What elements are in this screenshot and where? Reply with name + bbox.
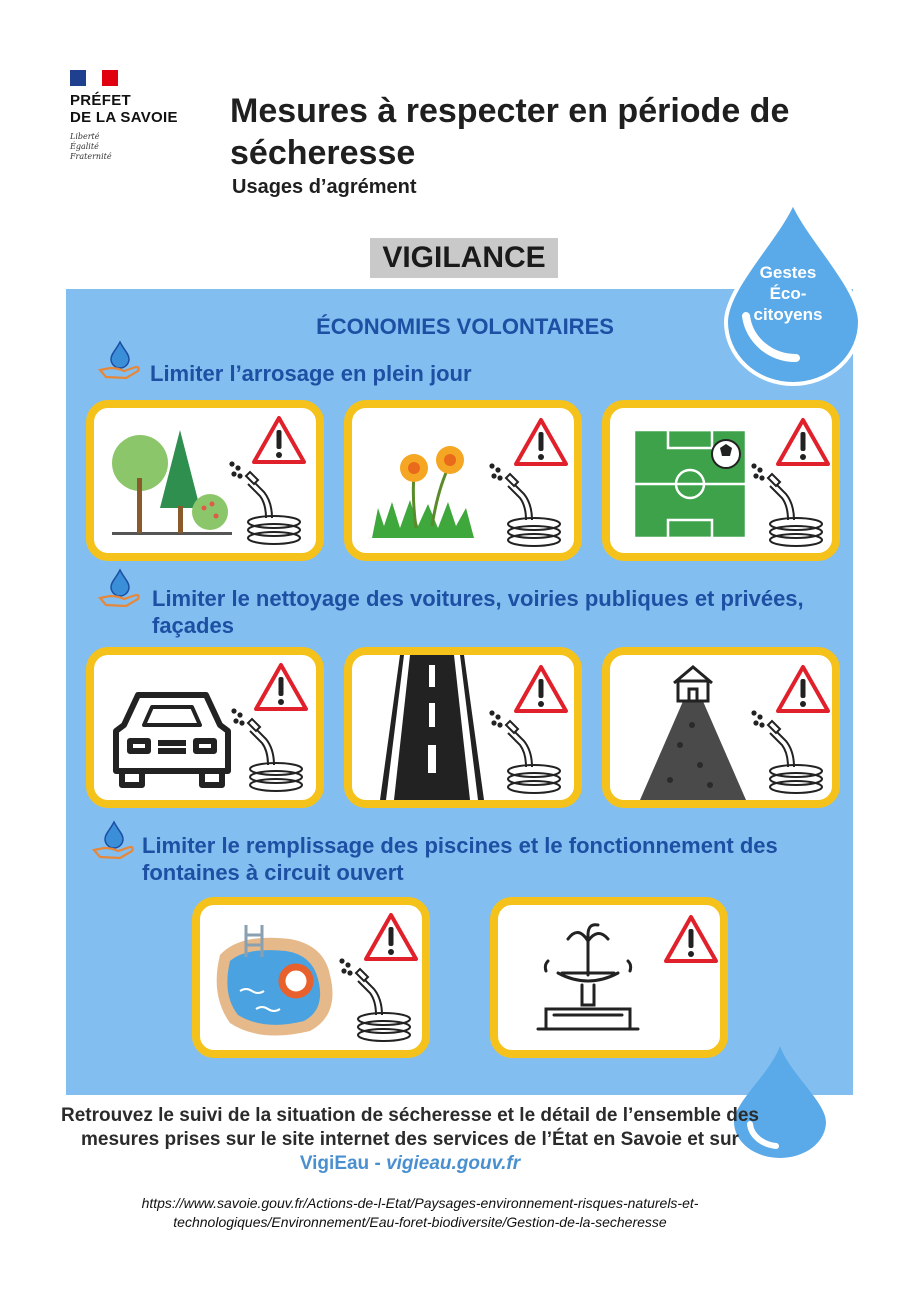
fountain-icon [498, 905, 720, 1050]
page-subtitle: Usages d’agrément [232, 176, 417, 198]
card-trees [86, 400, 324, 561]
swimming-pool-icon [200, 905, 422, 1050]
house-driveway-icon [610, 655, 832, 800]
prefecture-url[interactable]: https://www.savoie.gouv.fr/Actions-de-l-Etat/Paysages-environnement-risques-naturels-et-technologiques/Environnement/Eau-foret-biodiversite/Gestion-de-la-secheresse [141, 1195, 699, 1230]
flowers-lawn-icon [352, 408, 574, 553]
card-flowers [344, 400, 582, 561]
vigilance-badge: VIGILANCE [370, 238, 558, 278]
vigieau-url-link[interactable]: vigieau.gouv.fr [386, 1153, 521, 1174]
prefecture-logo [70, 70, 210, 162]
vigieau-link[interactable]: VigiEau [299, 1153, 370, 1174]
card-car [86, 647, 324, 808]
section-title-cleaning: Limiter le nettoyage des voitures, voiries publiques et privées, façades [152, 586, 804, 638]
marianne-flag-icon [70, 70, 118, 86]
logo-prefet: PRÉFET DE LA SAVOIE [70, 92, 178, 126]
card-house-driveway [602, 647, 840, 808]
eco-gestures-label: Gestes Éco- citoyens [753, 263, 823, 324]
car-icon [94, 655, 316, 800]
water-hand-icon [98, 340, 142, 380]
card-pool [192, 897, 430, 1058]
section-title-watering: Limiter l’arrosage en plein jour [150, 361, 472, 386]
water-hand-icon [98, 568, 142, 608]
section-title-pools: Limiter le remplissage des piscines et le fonctionnement des fontaines à circuit ouvert [142, 833, 778, 885]
footer-text: Retrouvez le suivi de la situation de sécheresse et le détail de l’ensemble des mesures prises sur le site internet des services de l’État en Savoie et sur VigiEau - vigieau.gouv.fr [61, 1105, 759, 1174]
water-hand-icon [92, 820, 136, 860]
page-title: Mesures à respecter en période de sécheresse [230, 92, 790, 172]
card-football [602, 400, 840, 561]
trees-garden-icon [94, 408, 316, 553]
card-fountain [490, 897, 728, 1058]
logo-motto: Liberté Égalité Fraternité [70, 132, 112, 161]
panel-title: ÉCONOMIES VOLONTAIRES [316, 314, 614, 339]
road-icon [352, 655, 574, 800]
card-road [344, 647, 582, 808]
football-field-icon [610, 408, 832, 553]
